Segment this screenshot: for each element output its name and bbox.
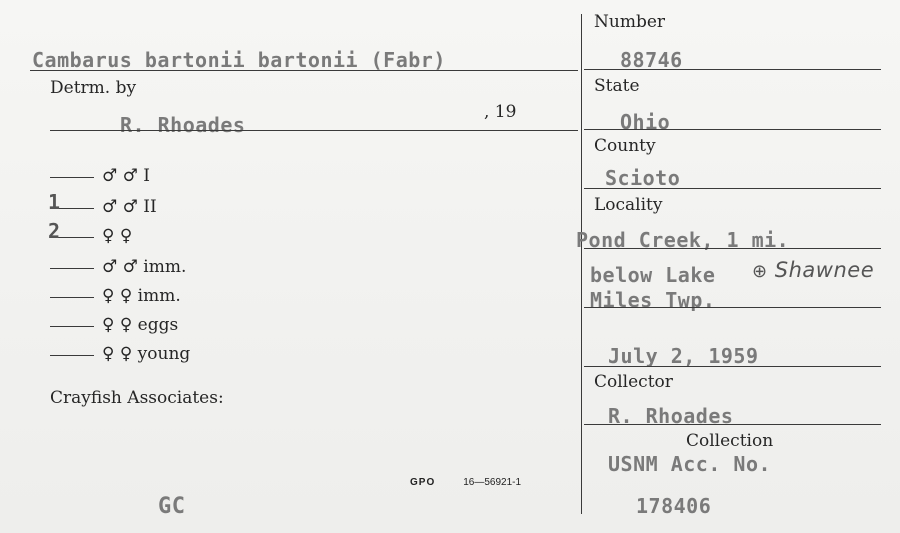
collection-label: Collection	[686, 431, 774, 451]
locality-rule-2	[584, 307, 881, 308]
state-label: State	[594, 76, 640, 96]
locality-rule-1	[584, 248, 881, 249]
tally-row	[50, 344, 190, 364]
tally-row	[50, 226, 132, 246]
accession-number: 178406	[636, 494, 712, 518]
tally-row	[50, 257, 186, 277]
crayfish-associates-label: Crayfish Associates:	[50, 388, 224, 408]
print-imprint	[410, 477, 521, 488]
tally-blank	[50, 297, 94, 298]
collection-date: July 2, 1959	[608, 344, 759, 368]
county-rule	[584, 188, 881, 189]
species-name: Cambarus bartonii bartonii (Fabr)	[32, 48, 446, 72]
locality-line-3: Miles Twp.	[590, 288, 716, 312]
tally-label: ♀ ♀ imm.	[102, 286, 181, 306]
collector-name: R. Rhoades	[608, 404, 734, 428]
tally-label: ♀ ♀ eggs	[102, 315, 179, 335]
tally-blank	[50, 177, 94, 178]
tally-count-females: 2	[48, 219, 61, 243]
tally-label: ♂ ♂ imm.	[102, 257, 187, 277]
tally-row	[50, 166, 150, 186]
accession-label: USNM Acc. No.	[608, 452, 772, 476]
tally-label: ♀ ♀ young	[102, 344, 191, 364]
collector-rule	[584, 424, 881, 425]
locality-handwritten-text: Shawnee	[774, 258, 875, 282]
tally-blank	[50, 268, 94, 269]
locality-line-2: below Lake	[590, 263, 716, 287]
place-symbol-icon: ⊕	[752, 261, 768, 282]
tally-label: ♀ ♀	[102, 226, 133, 246]
determiner-rule	[50, 130, 578, 131]
catalog-number: 88746	[620, 48, 683, 72]
species-rule	[30, 70, 578, 71]
tally-count-males-ii: 1	[48, 190, 61, 214]
tally-label: ♂ ♂ I	[102, 166, 151, 186]
tally-label: ♂ ♂ II	[102, 197, 157, 217]
locality-line-1: Pond Creek, 1 mi.	[576, 228, 790, 252]
number-label: Number	[594, 12, 666, 32]
locality-label: Locality	[594, 195, 663, 215]
number-rule	[584, 69, 881, 70]
tally-row	[50, 286, 181, 306]
state-rule	[584, 129, 881, 130]
county-value: Scioto	[605, 166, 681, 190]
column-divider	[581, 14, 582, 514]
state-value: Ohio	[620, 110, 671, 134]
year-label: , 19	[484, 102, 517, 122]
form-code: 16—56921-1	[463, 477, 522, 488]
determiner-name: R. Rhoades	[120, 113, 246, 137]
tally-row	[50, 315, 178, 335]
gpo-mark: GPO	[410, 477, 436, 488]
tally-blank	[50, 355, 94, 356]
initials: GC	[158, 494, 186, 519]
locality-handwritten	[752, 258, 874, 282]
tally-row	[50, 197, 157, 217]
county-label: County	[594, 136, 656, 156]
collector-label: Collector	[594, 372, 673, 392]
tally-blank	[50, 326, 94, 327]
date-rule	[584, 366, 881, 367]
detrm-label: Detrm. by	[50, 78, 137, 98]
